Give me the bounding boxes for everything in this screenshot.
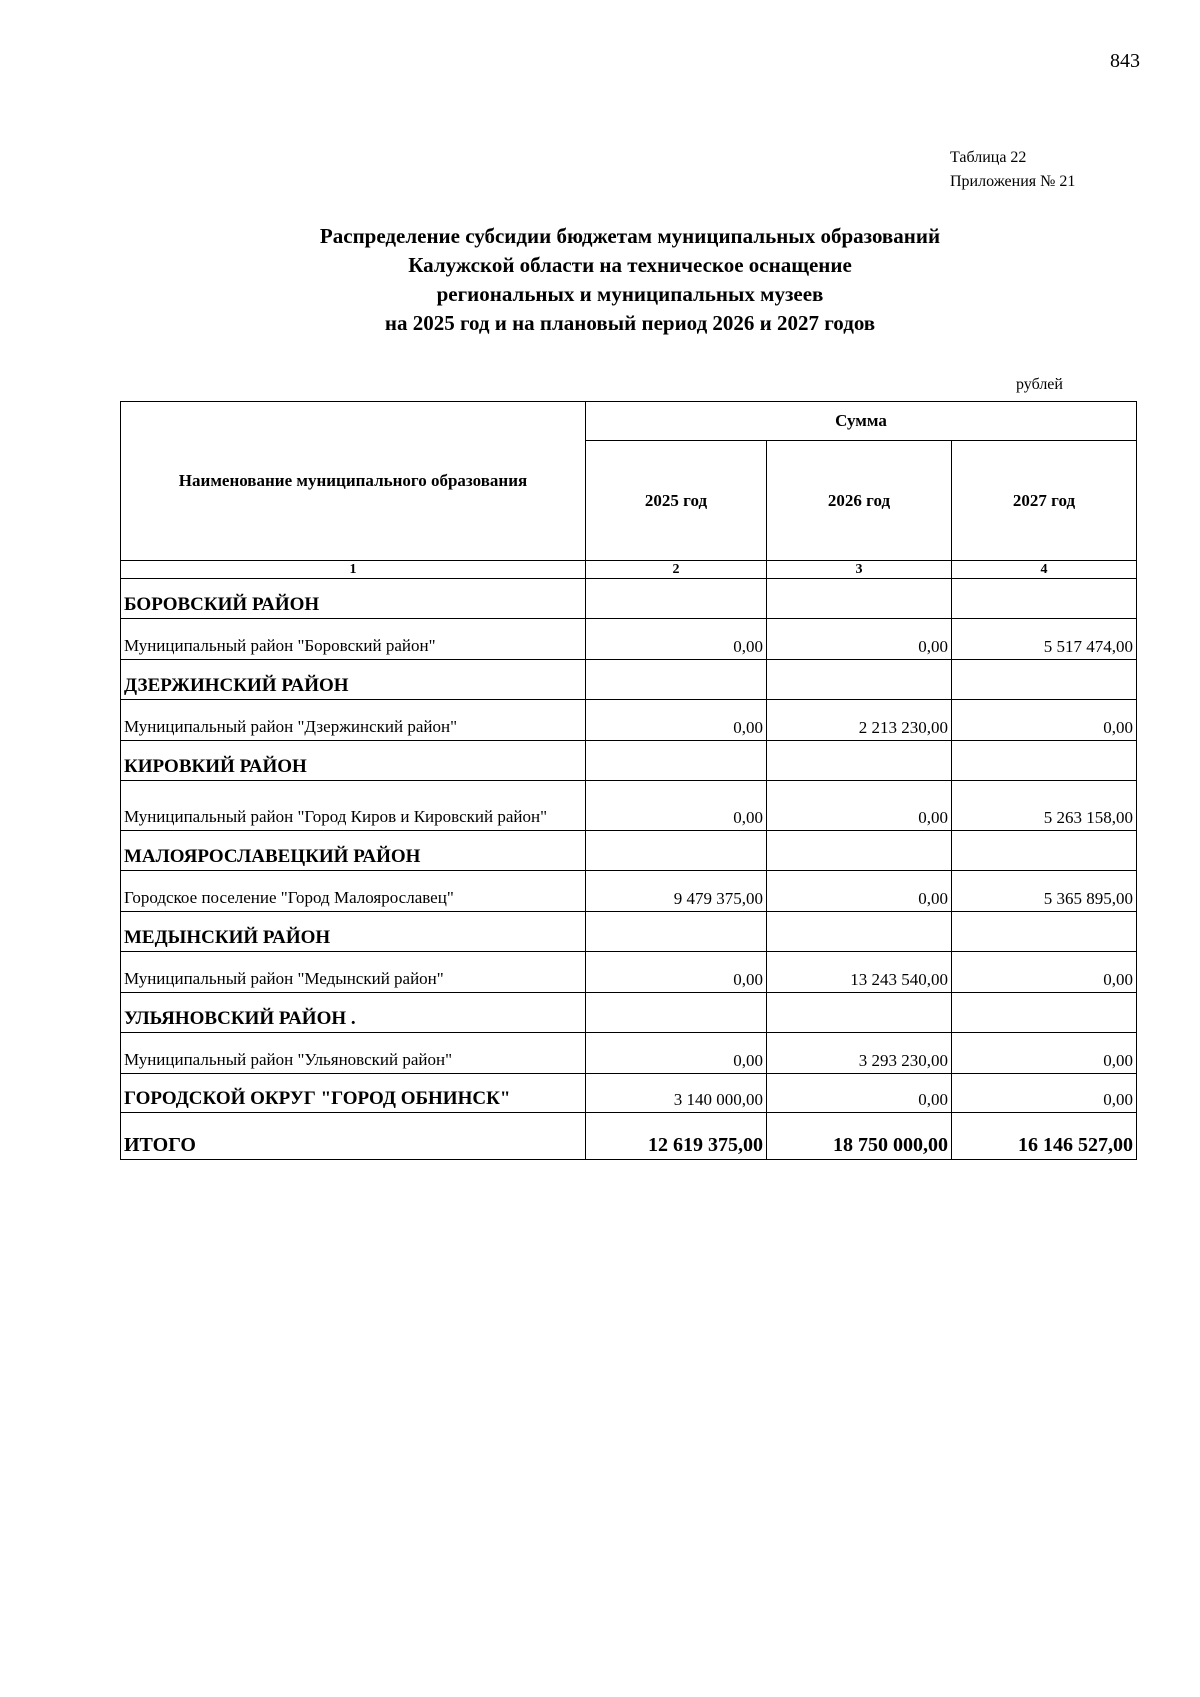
section-title: ДЗЕРЖИНСКИЙ РАЙОН: [121, 660, 586, 700]
value-2027: 0,00: [952, 1074, 1137, 1113]
value-2027: 0,00: [952, 952, 1137, 993]
total-2026: 18 750 000,00: [767, 1113, 952, 1160]
section-row-kirovsky: [121, 741, 1137, 781]
municipality-name: Муниципальный район "Боровский район": [121, 619, 586, 660]
title-line-4: на 2025 год и на плановый период 2026 и 2027 годов: [384, 311, 876, 335]
title-line-3: региональных и муниципальных музеев: [436, 282, 824, 306]
title-line-2: Калужской области на техническое оснащение: [408, 253, 852, 277]
header-name-column: Наименование муниципального образования: [121, 402, 586, 561]
value-2027: 5 263 158,00: [952, 781, 1137, 831]
municipality-name: Муниципальный район "Дзержинский район": [121, 700, 586, 741]
value-2027: 0,00: [952, 700, 1137, 741]
value-2027: 5 365 895,00: [952, 871, 1137, 912]
section-title: КИРОВКИЙ РАЙОН: [121, 741, 586, 781]
value-2025: 0,00: [586, 1033, 767, 1074]
value-2026: 0,00: [767, 871, 952, 912]
value-2026: 13 243 540,00: [767, 952, 952, 993]
section-row-dzerzhinsky: [121, 660, 1137, 700]
total-label: ИТОГО: [121, 1113, 586, 1160]
header-year-2025: 2025 год: [586, 441, 767, 561]
value-2025: 0,00: [586, 700, 767, 741]
section-title: МЕДЫНСКИЙ РАЙОН: [121, 912, 586, 952]
value-2026: 0,00: [767, 781, 952, 831]
header-row-sum: [121, 402, 1137, 441]
section-title: МАЛОЯРОСЛАВЕЦКИЙ РАЙОН: [121, 831, 586, 871]
section-title: УЛЬЯНОВСКИЙ РАЙОН .: [121, 993, 586, 1033]
table-reference: [950, 146, 1075, 194]
municipality-name: Городское поселение "Город Малоярославец": [121, 871, 586, 912]
value-2025: 0,00: [586, 952, 767, 993]
municipality-name: Муниципальный район "Ульяновский район": [121, 1033, 586, 1074]
value-2027: 5 517 474,00: [952, 619, 1137, 660]
value-2025: 0,00: [586, 619, 767, 660]
value-2026: 2 213 230,00: [767, 700, 952, 741]
table-row: [121, 1033, 1137, 1074]
column-number: 4: [952, 561, 1137, 579]
section-row-borovsky: [121, 579, 1137, 619]
section-row-medynsky: [121, 912, 1137, 952]
value-2026: 3 293 230,00: [767, 1033, 952, 1074]
table-row: [121, 619, 1137, 660]
header-year-2027: 2027 год: [952, 441, 1137, 561]
appendix-number: Приложения № 21: [950, 173, 1076, 190]
section-row-ulyanovsky: [121, 993, 1137, 1033]
total-row: [121, 1113, 1137, 1160]
units-label: рублей: [1016, 376, 1063, 393]
column-number: 1: [121, 561, 586, 579]
document-title: [130, 222, 1130, 338]
header-year-2026: 2026 год: [767, 441, 952, 561]
table-row: [121, 700, 1137, 741]
table-row: [121, 871, 1137, 912]
table-number: Таблица 22: [950, 149, 1027, 166]
municipality-name: ГОРОДСКОЙ ОКРУГ "ГОРОД ОБНИНСК": [121, 1074, 586, 1113]
table-row: [121, 781, 1137, 831]
value-2025: 0,00: [586, 781, 767, 831]
column-number: 2: [586, 561, 767, 579]
header-sum: Сумма: [586, 402, 1137, 441]
value-2026: 0,00: [767, 619, 952, 660]
value-2027: 0,00: [952, 1033, 1137, 1074]
municipality-name: Муниципальный район "Медынский район": [121, 952, 586, 993]
column-number-row: [121, 561, 1137, 579]
value-2025: 9 479 375,00: [586, 871, 767, 912]
total-2025: 12 619 375,00: [586, 1113, 767, 1160]
obninsk-row: [121, 1074, 1137, 1113]
page-number: 843: [1110, 50, 1140, 72]
municipality-name: Муниципальный район "Город Киров и Кировский район": [121, 781, 586, 831]
total-2027: 16 146 527,00: [952, 1113, 1137, 1160]
section-row-maloyaroslavets: [121, 831, 1137, 871]
column-number: 3: [767, 561, 952, 579]
title-line-1: Распределение субсидии бюджетам муниципальных образований: [319, 224, 941, 248]
subsidy-table: [120, 401, 1137, 1160]
table-row: [121, 952, 1137, 993]
value-2025: 3 140 000,00: [586, 1074, 767, 1113]
value-2026: 0,00: [767, 1074, 952, 1113]
section-title: БОРОВСКИЙ РАЙОН: [121, 579, 586, 619]
